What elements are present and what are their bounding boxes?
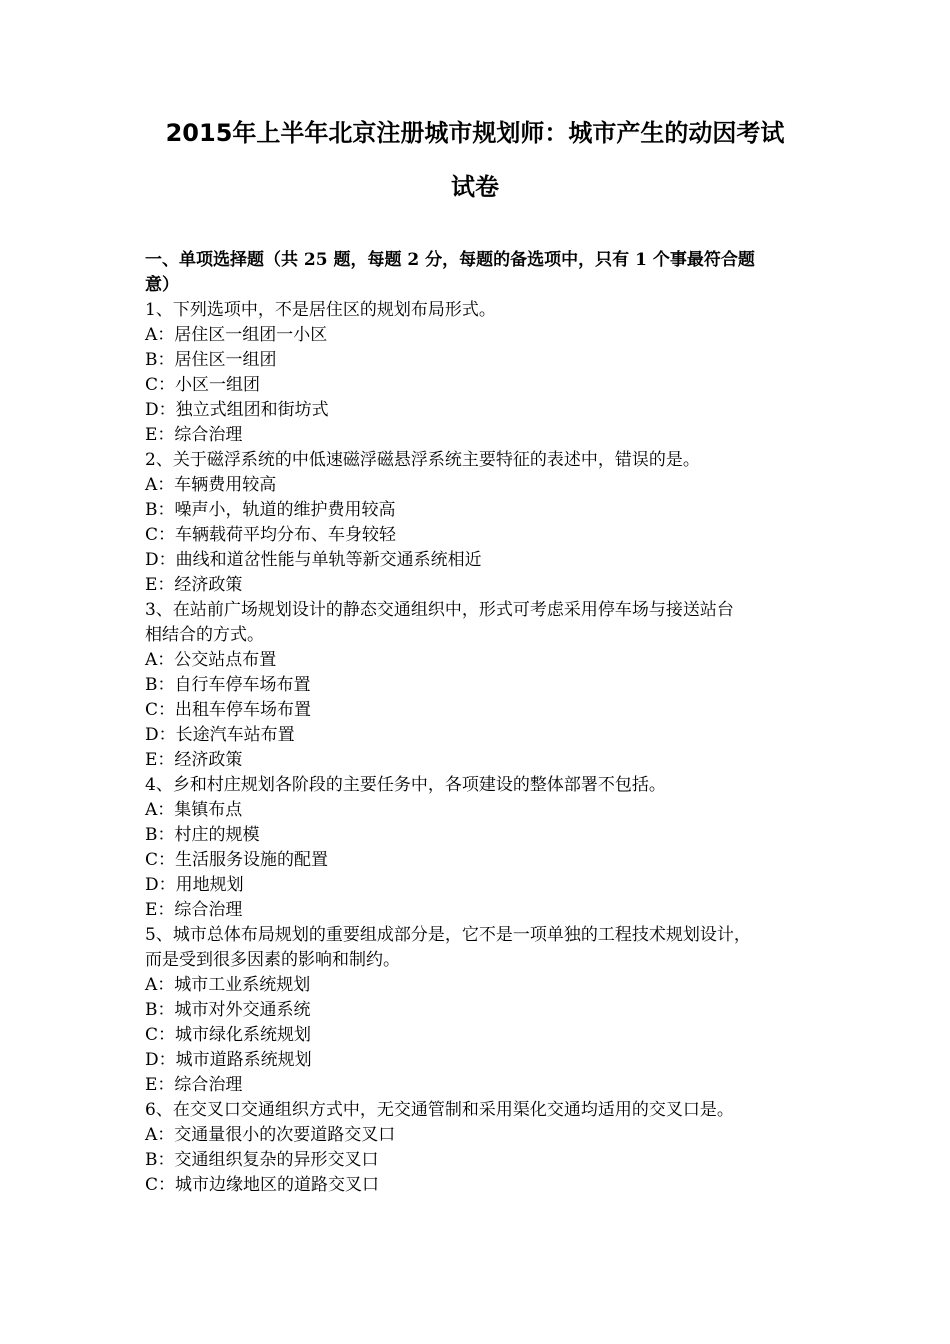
answer-option: E：综合治理 bbox=[145, 1075, 243, 1095]
answer-option: D：用地规划 bbox=[145, 875, 244, 895]
question-stem-line: 4、乡和村庄规划各阶段的主要任务中，各项建设的整体部署不包括。 bbox=[145, 775, 666, 795]
answer-option: A：集镇布点 bbox=[145, 800, 243, 820]
question-stem-line: 2、关于磁浮系统的中低速磁浮磁悬浮系统主要特征的表述中，错误的是。 bbox=[145, 450, 700, 470]
document-title-line-2: 试卷 bbox=[451, 173, 499, 201]
question-stem-line: 1、下列选项中，不是居住区的规划布局形式。 bbox=[145, 300, 496, 320]
answer-option: B：居住区一组团 bbox=[145, 350, 277, 370]
question-stem-line: 而是受到很多因素的影响和制约。 bbox=[145, 950, 400, 970]
answer-option: A：公交站点布置 bbox=[145, 650, 277, 670]
answer-option: C：小区一组团 bbox=[145, 375, 261, 395]
answer-option: C：车辆载荷平均分布、车身较轻 bbox=[145, 525, 397, 545]
question-list bbox=[145, 298, 810, 1198]
question-item bbox=[145, 773, 810, 923]
answer-option: C：生活服务设施的配置 bbox=[145, 850, 329, 870]
question-stem-line: 相结合的方式。 bbox=[145, 625, 264, 645]
answer-option: B：村庄的规模 bbox=[145, 825, 260, 845]
document-body bbox=[145, 248, 810, 1198]
section-heading-line-1: 一、单项选择题（共 25 题，每题 2 分，每题的备选项中，只有 1 个事最符合题 bbox=[145, 250, 755, 270]
answer-option: D：城市道路系统规划 bbox=[145, 1050, 312, 1070]
question-stem-line: 3、在站前广场规划设计的静态交通组织中，形式可考虑采用停车场与接送站台 bbox=[145, 600, 734, 620]
answer-option: C：城市绿化系统规划 bbox=[145, 1025, 312, 1045]
question-stem-line: 5、城市总体布局规划的重要组成部分是，它不是一项单独的工程技术规划设计， bbox=[145, 925, 751, 945]
answer-option: D：独立式组团和街坊式 bbox=[145, 400, 329, 420]
question-item bbox=[145, 448, 810, 598]
answer-option: A：居住区一组团一小区 bbox=[145, 325, 328, 345]
answer-option: B：交通组织复杂的异形交叉口 bbox=[145, 1150, 379, 1170]
answer-option: A：交通量很小的次要道路交叉口 bbox=[145, 1125, 396, 1145]
answer-option: A：城市工业系统规划 bbox=[145, 975, 311, 995]
question-item bbox=[145, 298, 810, 448]
answer-option: C：出租车停车场布置 bbox=[145, 700, 312, 720]
answer-option: D：长途汽车站布置 bbox=[145, 725, 295, 745]
answer-option: E：综合治理 bbox=[145, 425, 243, 445]
section-heading-line-2: 意） bbox=[145, 275, 179, 295]
question-stem-line: 6、在交叉口交通组织方式中，无交通管制和采用渠化交通均适用的交叉口是。 bbox=[145, 1100, 734, 1120]
answer-option: C：城市边缘地区的道路交叉口 bbox=[145, 1175, 380, 1195]
answer-option: B：噪声小，轨道的维护费用较高 bbox=[145, 500, 396, 520]
answer-option: A：车辆费用较高 bbox=[145, 475, 277, 495]
question-item bbox=[145, 923, 810, 1098]
question-item bbox=[145, 1098, 810, 1198]
answer-option: B：自行车停车场布置 bbox=[145, 675, 311, 695]
answer-option: E：经济政策 bbox=[145, 750, 243, 770]
document-title-line-1: 2015年上半年北京注册城市规划师：城市产生的动因考试 bbox=[165, 119, 785, 147]
answer-option: D：曲线和道岔性能与单轨等新交通系统相近 bbox=[145, 550, 482, 570]
answer-option: B：城市对外交通系统 bbox=[145, 1000, 311, 1020]
question-item bbox=[145, 598, 810, 773]
answer-option: E：综合治理 bbox=[145, 900, 243, 920]
answer-option: E：经济政策 bbox=[145, 575, 243, 595]
